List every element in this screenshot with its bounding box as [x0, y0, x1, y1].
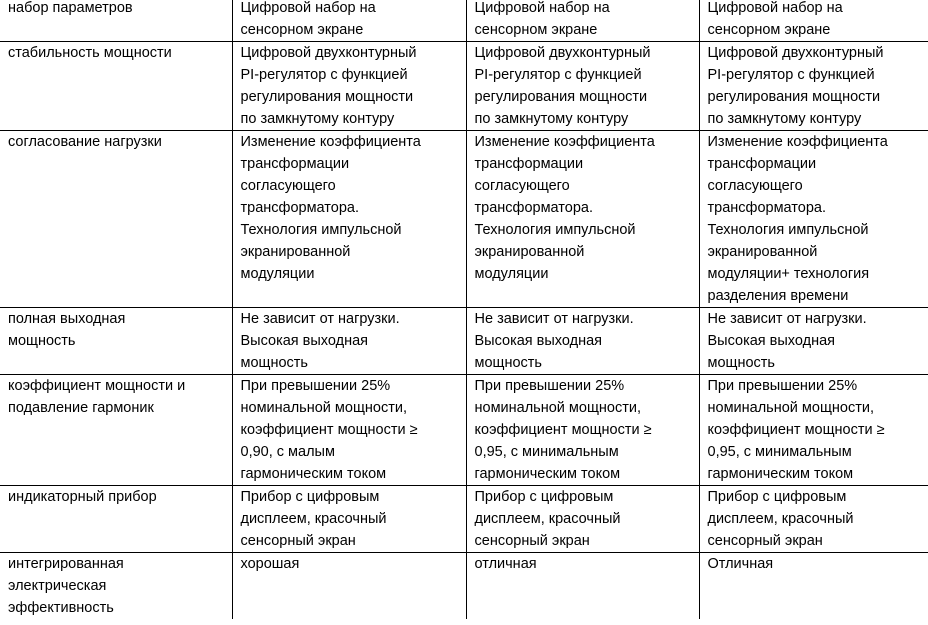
param-name-cell: интегрированная электрическая эффективность — [0, 553, 232, 620]
model-b-cell: Изменение коэффициента трансформации согласующего трансформатора. Технология импульсной экранированной модуляции — [466, 131, 699, 308]
model-c-cell: Прибор с цифровым дисплеем, красочный сенсорный экран — [699, 486, 928, 553]
model-c-cell: Изменение коэффициента трансформации согласующего трансформатора. Технология импульсной экранированной модуляции+ технология разделения времени — [699, 131, 928, 308]
model-a-cell: Не зависит от нагрузки. Высокая выходная мощность — [232, 308, 466, 375]
model-a-cell: При превышении 25% номинальной мощности, коэффициент мощности ≥ 0,90, с малым гармоническим током — [232, 375, 466, 486]
model-b-cell: Не зависит от нагрузки. Высокая выходная мощность — [466, 308, 699, 375]
model-c-cell: Цифровой двухконтурный PI-регулятор с функцией регулирования мощности по замкнутому контуру — [699, 42, 928, 131]
model-b-cell: Цифровой набор на сенсорном экране — [466, 0, 699, 42]
param-name-cell: согласование нагрузки — [0, 131, 232, 308]
model-c-cell: При превышении 25% номинальной мощности, коэффициент мощности ≥ 0,95, с минимальным гармоническим током — [699, 375, 928, 486]
table-row — [0, 42, 928, 131]
model-b-cell: При превышении 25% номинальной мощности, коэффициент мощности ≥ 0,95, с минимальным гармоническим током — [466, 375, 699, 486]
table-row — [0, 131, 928, 308]
model-a-cell: Цифровой набор на сенсорном экране — [232, 0, 466, 42]
model-b-cell: отличная — [466, 553, 699, 620]
model-a-cell: Цифровой двухконтурный PI-регулятор с функцией регулирования мощности по замкнутому контуру — [232, 42, 466, 131]
param-name-cell: индикаторный прибор — [0, 486, 232, 553]
table-row — [0, 375, 928, 486]
param-name-cell: набор параметров — [0, 0, 232, 42]
param-name-cell: полная выходная мощность — [0, 308, 232, 375]
model-a-cell: хорошая — [232, 553, 466, 620]
model-a-cell: Прибор с цифровым дисплеем, красочный сенсорный экран — [232, 486, 466, 553]
model-b-cell: Цифровой двухконтурный PI-регулятор с функцией регулирования мощности по замкнутому контуру — [466, 42, 699, 131]
table-row — [0, 553, 928, 620]
table-row — [0, 308, 928, 375]
model-c-cell: Отличная — [699, 553, 928, 620]
table-row — [0, 0, 928, 42]
table-row — [0, 486, 928, 553]
param-name-cell: коэффициент мощности и подавление гармоник — [0, 375, 232, 486]
model-c-cell: Не зависит от нагрузки. Высокая выходная мощность — [699, 308, 928, 375]
param-name-cell: стабильность мощности — [0, 42, 232, 131]
model-a-cell: Изменение коэффициента трансформации согласующего трансформатора. Технология импульсной экранированной модуляции — [232, 131, 466, 308]
model-c-cell: Цифровой набор на сенсорном экране — [699, 0, 928, 42]
model-b-cell: Прибор с цифровым дисплеем, красочный сенсорный экран — [466, 486, 699, 553]
